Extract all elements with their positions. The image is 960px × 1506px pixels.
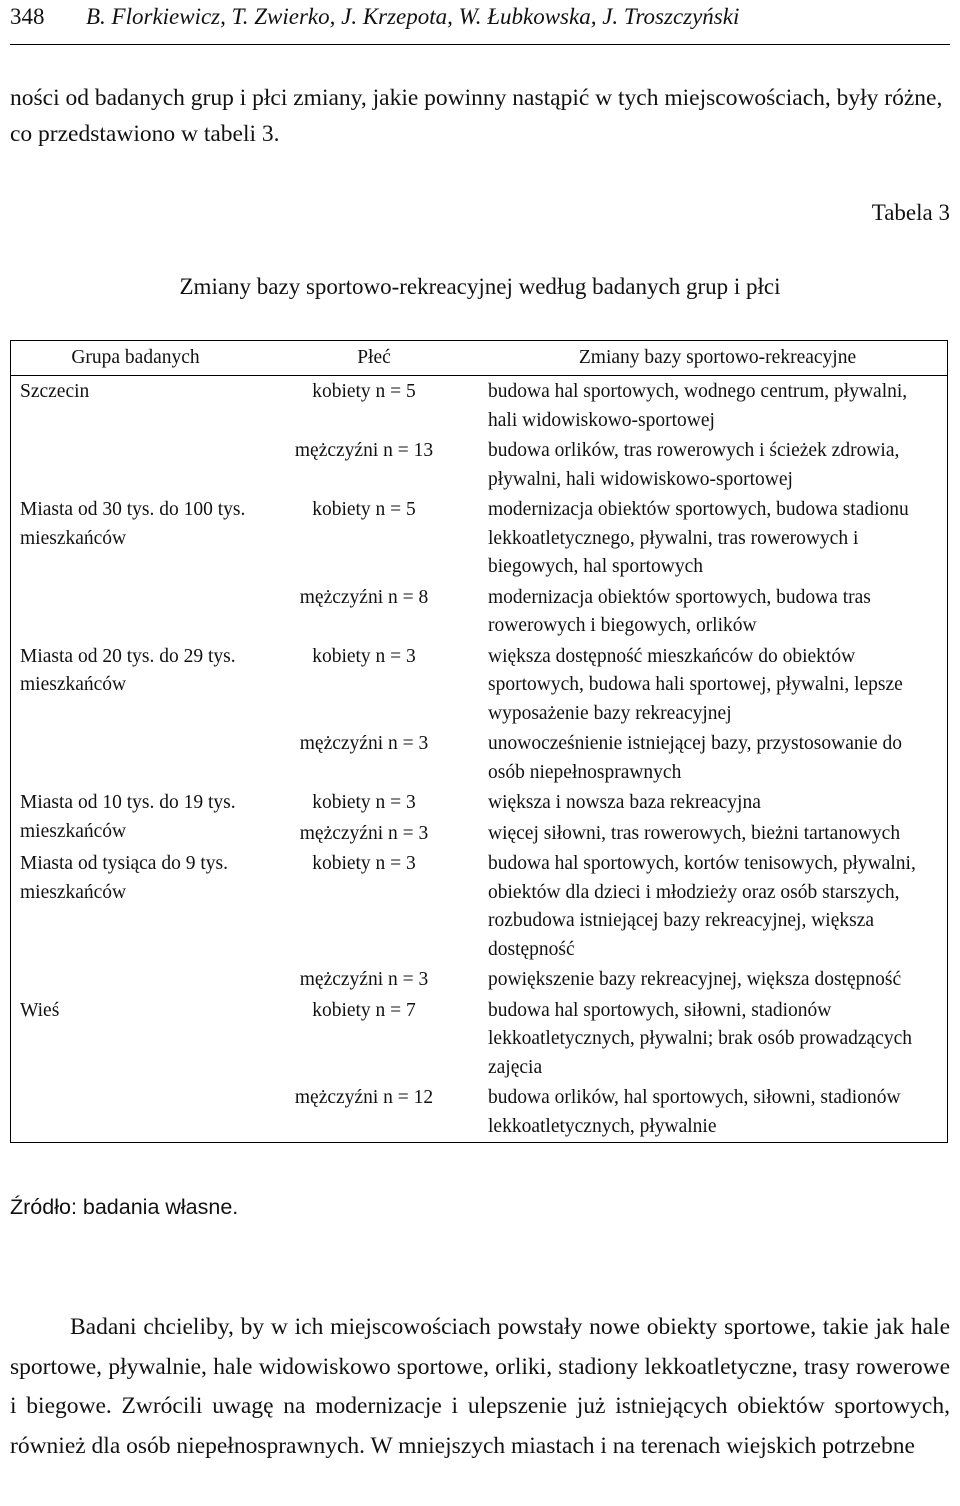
running-header xyxy=(10,0,950,45)
sex-cell: mężczyźni n = 3 xyxy=(299,969,429,990)
group-cell: Wieś xyxy=(20,999,60,1021)
sex-cell: kobiety n = 3 xyxy=(312,792,416,813)
column-header-changes: Zmiany bazy sportowo-rekreacyjne xyxy=(488,341,948,376)
table-row xyxy=(11,435,948,494)
table-row xyxy=(11,787,948,818)
table-row xyxy=(11,494,948,582)
table-row xyxy=(11,641,948,729)
changes-cell: modernizacja obiektów sportowych, budowa stadionu lekkoatletycznego, pływalni, tras rowerowych i biegowych, hal sportowych xyxy=(488,499,909,577)
sex-cell: mężczyźni n = 8 xyxy=(299,586,429,608)
group-cell: Miasta od 30 tys. do 100 tys. mieszkańców xyxy=(20,499,246,549)
changes-cell: budowa orlików, tras rowerowych i ścieżek zdrowia, pływalni, hali widowiskowo-sportowej xyxy=(488,440,900,490)
changes-cell: unowocześnienie istniejącej bazy, przystosowanie do osób niepełnosprawnych xyxy=(488,733,903,783)
changes-cell: budowa orlików, hal sportowych, siłowni, stadionów lekkoatletycznych, pływalnie xyxy=(488,1087,901,1137)
group-cell xyxy=(11,582,261,641)
changes-cell: modernizacja obiektów sportowych, budowa tras rowerowych i biegowych, orlików xyxy=(488,586,871,636)
changes-cell: więcej siłowni, tras rowerowych, bieżni tartanowych xyxy=(488,822,901,844)
table-header-row xyxy=(11,341,948,376)
body-paragraph: Badani chcieliby, by w ich miejscowościach powstały nowe obiekty sportowe, takie jak hale sportowe, pływalnie, hale widowiskowo sportowe, orliki, stadiony lekkoatletyczne, trasy rowerowe i biegowe. Zwrócili uwagę na modernizacje i ulepszenie już istniejących obiektów sportowych, również dla osób niepełnosprawnych. W mniejszych miastach i na terenach wiejskich potrzebne xyxy=(10,1314,950,1459)
page-number: 348 xyxy=(10,4,45,29)
changes-cell: większa i nowsza baza rekreacyjna xyxy=(488,792,761,813)
group-cell xyxy=(11,435,261,494)
running-header-authors: B. Florkiewicz, T. Zwierko, J. Krzepota, W. Łubkowska, J. Troszczyński xyxy=(86,4,740,29)
changes-cell: budowa hal sportowych, kortów tenisowych, pływalni, obiektów dla dzieci i młodzieży oraz osób starszych, rozbudowa istniejącej bazy rekreacyjnej, większa dostępność xyxy=(488,853,916,960)
table-row xyxy=(11,848,948,964)
column-header-group: Grupa badanych xyxy=(11,341,261,376)
table-row xyxy=(11,728,948,787)
group-cell xyxy=(11,1082,261,1143)
table-row xyxy=(11,582,948,641)
sex-cell: kobiety n = 3 xyxy=(312,853,416,874)
group-cell: Szczecin xyxy=(20,381,90,402)
sex-cell: kobiety n = 5 xyxy=(312,499,416,520)
table-row xyxy=(11,1082,948,1143)
group-cell: Miasta od tysiąca do 9 tys. mieszkańców xyxy=(20,853,228,903)
sex-cell: mężczyźni n = 3 xyxy=(299,822,429,844)
results-table xyxy=(10,340,948,1143)
group-cell xyxy=(11,964,261,995)
table-title: Zmiany bazy sportowo-rekreacyjnej według badanych grup i płci xyxy=(179,274,781,299)
group-cell xyxy=(11,728,261,787)
changes-cell: budowa hal sportowych, wodnego centrum, pływalni, hali widowiskowo-sportowej xyxy=(488,381,908,431)
sex-cell: kobiety n = 3 xyxy=(312,645,416,667)
sex-cell: kobiety n = 5 xyxy=(312,381,416,402)
changes-cell: większa dostępność mieszkańców do obiektów sportowych, budowa hali sportowej, pływalni, lepsze wyposażenie bazy rekreacyjnej xyxy=(488,645,903,724)
intro-text: ności od badanych grup i płci zmiany, jakie powinny nastąpić w tych miejscowościach, były różne, co przedstawiono w tabeli 3. xyxy=(10,85,943,147)
group-cell: Miasta od 20 tys. do 29 tys. mieszkańców xyxy=(20,645,236,695)
sex-cell: mężczyźni n = 12 xyxy=(294,1087,434,1108)
table-row xyxy=(11,995,948,1083)
sex-cell: kobiety n = 7 xyxy=(312,999,416,1021)
sex-cell: mężczyźni n = 3 xyxy=(299,733,429,754)
changes-cell: powiększenie bazy rekreacyjnej, większa dostępność xyxy=(488,969,902,990)
table-source: Źródło: badania własne. xyxy=(10,1195,239,1219)
table-row xyxy=(11,964,948,995)
changes-cell: budowa hal sportowych, siłowni, stadionów lekkoatletycznych, pływalni; brak osób prowadzących zajęcia xyxy=(488,999,912,1078)
group-cell: Miasta od 10 tys. do 19 tys. mieszkańców xyxy=(20,792,236,842)
table-label: Tabela 3 xyxy=(871,200,950,225)
column-header-sex: Płeć xyxy=(260,341,488,376)
sex-cell: mężczyźni n = 13 xyxy=(294,440,434,461)
table-row xyxy=(11,376,948,436)
